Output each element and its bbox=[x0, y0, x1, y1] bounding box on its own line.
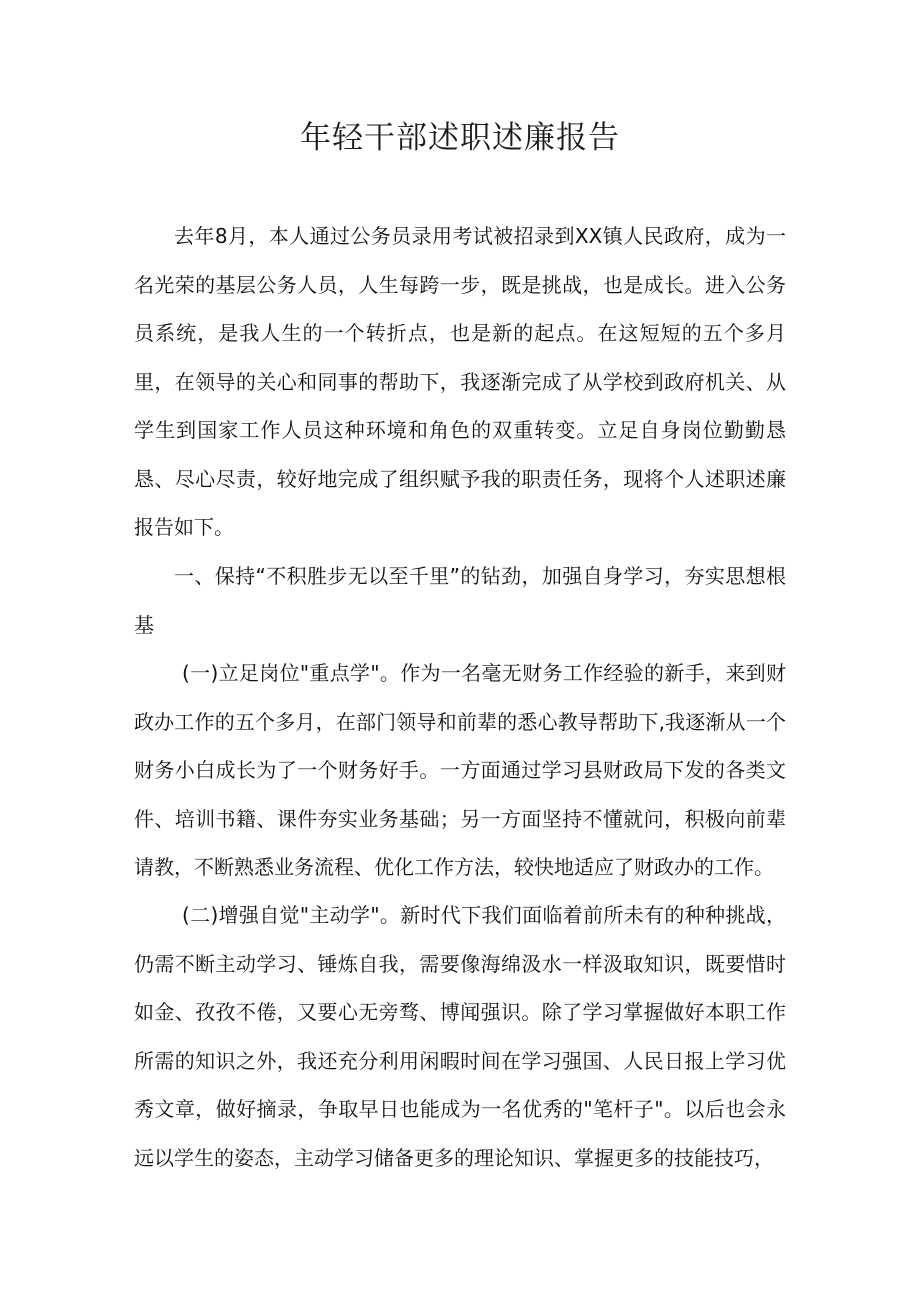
subsection-paragraph-1: (一)立足岗位"重点学"。作为一名毫无财务工作经验的新手，来到财政办工作的五个多月，在部门领导和前辈的悉心教导帮助下,我逐渐从一个财务小白成长为了一个财务好手。一方面通过学习县财政局下发的各类文件、培训书籍、课件夯实业务基础；另一方面坚持不懂就问，积极向前辈请教，不断熟悉业务流程、优化工作方法，较快地适应了财政办的工作。 bbox=[134, 661, 786, 879]
section-heading-1: 一、保持“不积胜步无以至千里”的钻劲，加强自身学习，夯实思想根基 bbox=[134, 564, 786, 637]
document-title: 年轻干部述职述廉报告 bbox=[300, 120, 620, 156]
subsection-paragraph-2: (二)增强自觉"主动学"。新时代下我们面临着前所未有的种种挑战，仍需不断主动学习、锤炼自我，需要像海绵汲水一样汲取知识，既要惜时如金、孜孜不倦，又要心无旁骛、博闻强识。除了学习掌握做好本职工作所需的知识之外，我还充分利用闲暇时间在学习强国、人民日报上学习优秀文章，做好摘录，争取早日也能成为一名优秀的"笔杆子"。以后也会永远以学生的姿态，主动学习储备更多的理论知识、掌握更多的技能技巧， bbox=[134, 903, 786, 1170]
intro-paragraph: 去年8月，本人通过公务员录用考试被招录到XX镇人民政府，成为一名光荣的基层公务人员，人生每跨一步，既是挑战，也是成长。进入公务员系统，是我人生的一个转折点，也是新的起点。在这短短的五个多月里，在领导的关心和同事的帮助下，我逐渐完成了从学校到政府机关、从学生到国家工作人员这种环境和角色的双重转变。立足自身岗位勤勤恳恳、尽心尽责，较好地完成了组织赋予我的职责任务，现将个人述职述廉报告如下。 bbox=[134, 224, 786, 539]
